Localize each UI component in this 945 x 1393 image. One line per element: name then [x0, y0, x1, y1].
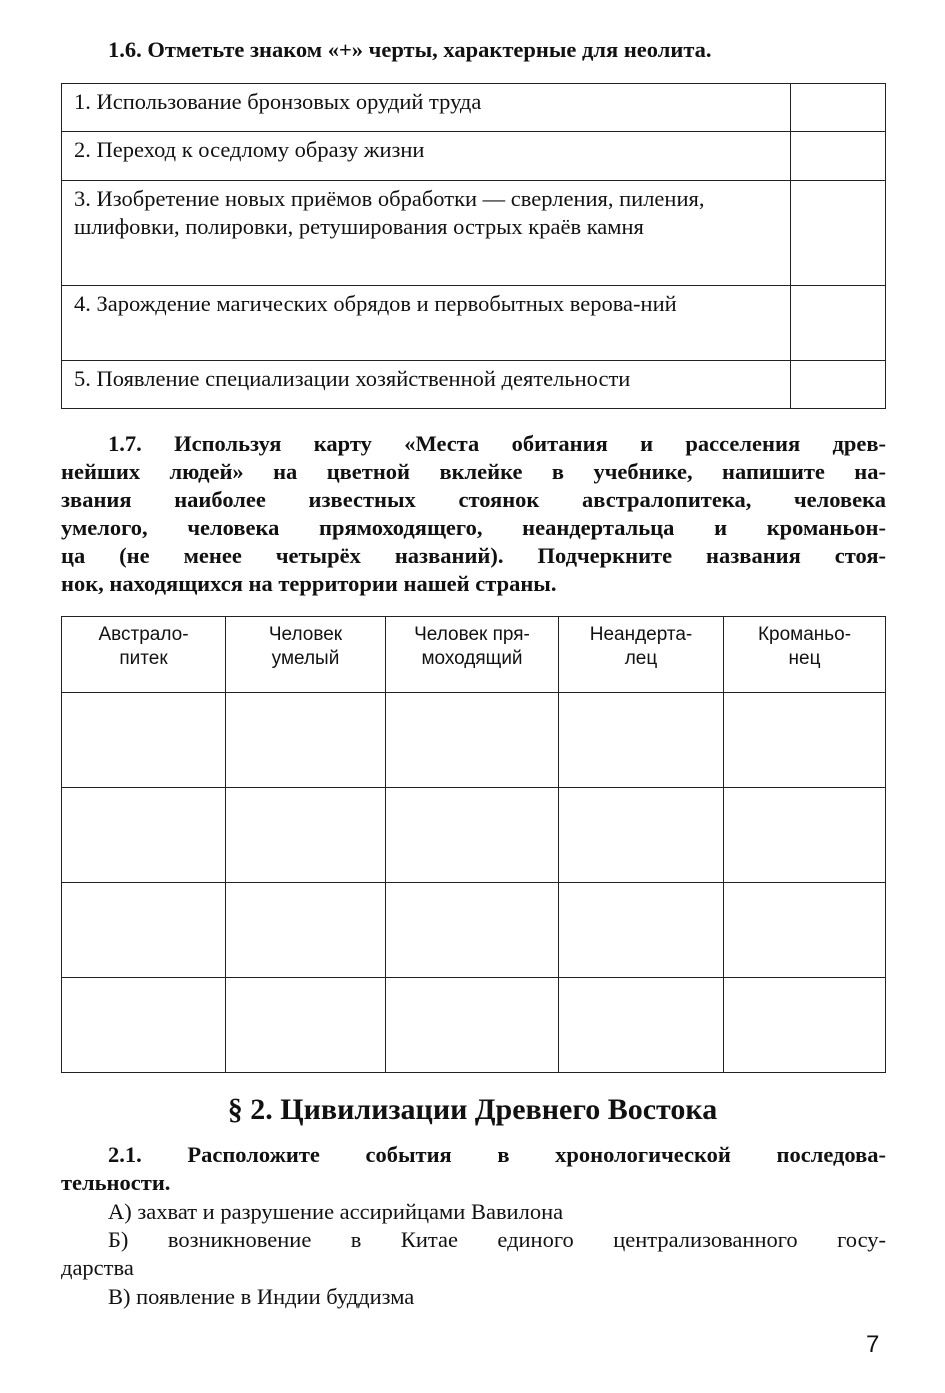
answer-cell[interactable]: [724, 693, 886, 788]
answer-cell[interactable]: [62, 883, 226, 978]
answer-cell[interactable]: [226, 883, 386, 978]
feature-text: 1. Использование бронзовых орудий труда: [62, 84, 791, 132]
answer-cell[interactable]: [62, 788, 226, 883]
answer-cell[interactable]: [559, 883, 724, 978]
mark-cell[interactable]: [791, 286, 886, 361]
answer-cell[interactable]: [559, 788, 724, 883]
task-1-6-title: 1.6. Отметьте знаком «+» черты, характерные для неолита.: [108, 37, 712, 62]
feature-text: 4. Зарождение магических обрядов и первобытных верова-ний: [62, 286, 791, 361]
column-header: Человек умелый: [226, 617, 386, 693]
event-item-continuation: дарства: [61, 1255, 134, 1280]
answer-cell[interactable]: [724, 788, 886, 883]
answer-cell[interactable]: [386, 978, 559, 1073]
answer-cell[interactable]: [226, 693, 386, 788]
column-header: Неандерта- лец: [559, 617, 724, 693]
ancient-people-sites-table: [61, 616, 886, 1073]
section-title: § 2. Цивилизации Древнего Востока: [227, 1093, 718, 1126]
column-header: Австрало- питек: [62, 617, 226, 693]
column-header: Кроманьо- нец: [724, 617, 886, 693]
answer-cell[interactable]: [386, 693, 559, 788]
mark-cell[interactable]: [791, 361, 886, 409]
text-line: 1.7. Используя карту «Места обитания и расселения древ-: [108, 431, 886, 456]
column-header: Человек пря- моходящий: [386, 617, 559, 693]
event-item: В) появление в Индии буддизма: [108, 1284, 415, 1309]
text-line: нейших людей» на цветной вклейке в учебнике, напишите на-: [61, 459, 886, 484]
answer-cell[interactable]: [386, 883, 559, 978]
mark-cell[interactable]: [791, 132, 886, 181]
neolithic-features-table: [61, 83, 886, 409]
text-line: нок, находящихся на территории нашей страны.: [61, 571, 557, 596]
feature-text: 2. Переход к оседлому образу жизни: [62, 132, 791, 181]
table-row: [62, 693, 886, 788]
answer-cell[interactable]: [62, 693, 226, 788]
mark-cell[interactable]: [791, 84, 886, 132]
table-row: [62, 883, 886, 978]
answer-cell[interactable]: [559, 693, 724, 788]
answer-cell[interactable]: [62, 978, 226, 1073]
feature-text: 5. Появление специализации хозяйственной деятельности: [62, 361, 791, 409]
answer-cell[interactable]: [724, 978, 886, 1073]
answer-cell[interactable]: [226, 978, 386, 1073]
answer-cell[interactable]: [724, 883, 886, 978]
table-row: [62, 978, 886, 1073]
event-item: Б) возникновение в Китае единого централизованного госу-: [108, 1227, 886, 1252]
text-line: умелого, человека прямоходящего, неандертальца и кроманьон-: [61, 515, 886, 540]
task-title-line: тельности.: [61, 1170, 171, 1195]
text-line: ца (не менее четырёх названий). Подчеркните названия стоя-: [61, 543, 886, 568]
mark-cell[interactable]: [791, 181, 886, 286]
event-item: А) захват и разрушение ассирийцами Вавилона: [108, 1199, 564, 1224]
task-title-line: 2.1. Расположите события в хронологической последова-: [108, 1142, 886, 1167]
answer-cell[interactable]: [386, 788, 559, 883]
answer-cell[interactable]: [559, 978, 724, 1073]
page-number: 7: [866, 1331, 880, 1358]
text-line: звания наиболее известных стоянок австралопитека, человека: [61, 487, 886, 512]
feature-text: 3. Изобретение новых приёмов обработки — сверления, пиления, шлифовки, полировки, ретуширования острых краёв камня: [62, 181, 791, 286]
answer-cell[interactable]: [226, 788, 386, 883]
table-row: [62, 788, 886, 883]
